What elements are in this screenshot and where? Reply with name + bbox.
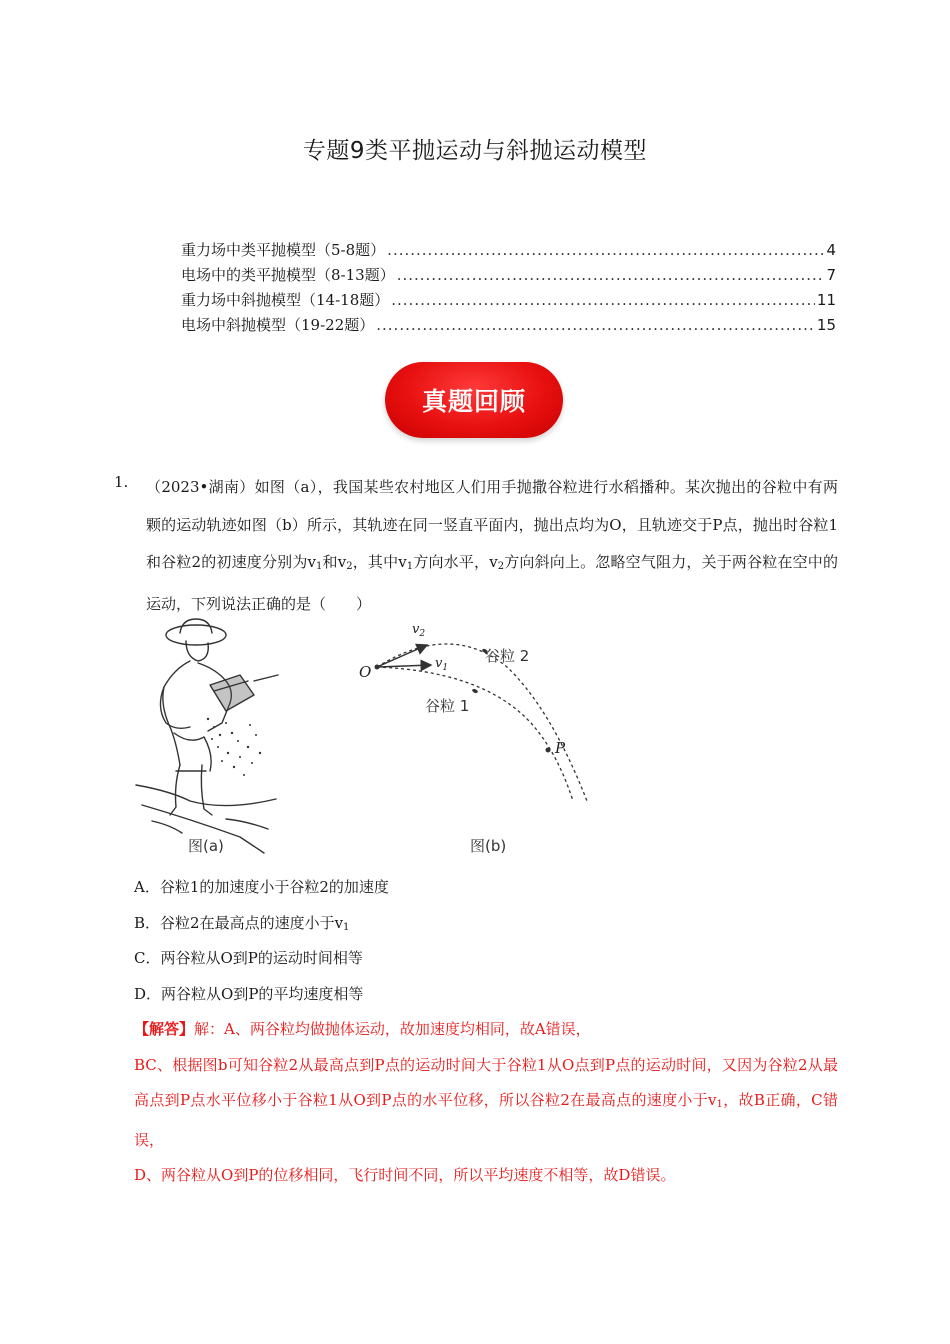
figure-a — [130, 615, 290, 864]
toc-entry[interactable] — [181, 314, 836, 339]
v1-arrow — [377, 665, 431, 667]
solution-tag: 【解答】 — [134, 1020, 195, 1038]
section-badge: 真题回顾 — [385, 362, 563, 438]
answer-options — [134, 870, 389, 1012]
toc-leader-dots — [397, 266, 825, 284]
option-d[interactable]: D．两谷粒从O到P的平均速度相等 — [134, 984, 364, 1003]
solution-line-d: D、两谷粒从O到P的位移相同，飞行时间不同，所以平均速度不相等，故D错误。 — [134, 1166, 676, 1184]
question-number: 1. — [114, 473, 129, 491]
toc-entry-label: 电场中斜抛模型（19-22题） — [181, 316, 375, 334]
figure-b — [355, 615, 615, 864]
farmer-sowing-illustration — [130, 615, 290, 860]
toc-entry-page: 11 — [816, 291, 836, 309]
grain-2-trajectory — [377, 644, 587, 801]
toc-entry-label: 重力场中类平抛模型（5-8题） — [181, 241, 386, 259]
toc-entry-page: 7 — [826, 266, 836, 284]
solution — [134, 1012, 838, 1194]
option-b[interactable]: B．谷粒2在最高点的速度小于$v_1$ — [134, 913, 350, 933]
figure-b-caption: 图(b) — [470, 837, 507, 855]
toc-entry[interactable] — [181, 289, 836, 314]
option-a[interactable]: A．谷粒1的加速度小于谷粒2的加速度 — [134, 878, 389, 896]
toc-entry-label: 电场中的类平抛模型（8-13题） — [181, 266, 395, 284]
origin-point — [375, 665, 380, 670]
toc-entry-page: 4 — [826, 241, 836, 259]
label-v2: $v_2$ — [412, 622, 426, 639]
toc-entry-page: 15 — [816, 316, 836, 334]
label-grain-1: 谷粒 1 — [425, 697, 470, 715]
v2-arrow — [377, 645, 427, 667]
toc-entry[interactable] — [181, 239, 836, 264]
label-O: O — [359, 663, 372, 681]
toc-leader-dots — [387, 241, 824, 259]
option-c[interactable]: C．两谷粒从O到P的运动时间相等 — [134, 949, 363, 967]
figure-a-caption: 图(a) — [188, 837, 224, 855]
table-of-contents — [181, 239, 836, 339]
solution-line-bc: BC、根据图b可知谷粒2从最高点到P点的运动时间大于谷粒1从O点到P点的运动时间，又因为谷粒2从最高点到P点水平位移小于谷粒1从O到P点的水平位移，所以谷粒2在最高点的速度小于$v_1$，故B正确，C错误， — [134, 1055, 838, 1149]
trajectory-diagram — [355, 615, 615, 860]
toc-leader-dots — [391, 291, 815, 309]
toc-entry[interactable] — [181, 264, 836, 289]
toc-leader-dots — [376, 316, 815, 334]
label-P: P — [555, 739, 566, 757]
page-title: 专题9类平抛运动与斜抛运动模型 — [302, 138, 648, 164]
question-stem: （2023•湖南）如图（a），我国某些农村地区人们用手抛撒谷粒进行水稻播种。某次抛出的谷粒中有两颗的运动轨迹如图（b）所示，其轨迹在同一竖直平面内，抛出点均为O，且轨迹交于P点，抛出时谷粒1和谷粒2的初速度分别为$v_1$和$v_2$，其中$v_1$方向水平，$v_2$方向斜向上。忽略空气阻力，关于两谷粒在空中的运动，下列说法正确的是（ ） — [146, 478, 838, 613]
label-v1: $v_1$ — [435, 656, 449, 673]
toc-entry-label: 重力场中斜抛模型（14-18题） — [181, 291, 390, 309]
intersection-point — [546, 748, 551, 753]
solution-line-a: 【解答】解：A、两谷粒均做抛体运动，故加速度均相同，故A错误， — [134, 1020, 591, 1038]
label-grain-2: 谷粒 2 — [485, 647, 530, 665]
grain-1 — [472, 688, 479, 694]
grain-1-trajectory — [377, 667, 573, 801]
